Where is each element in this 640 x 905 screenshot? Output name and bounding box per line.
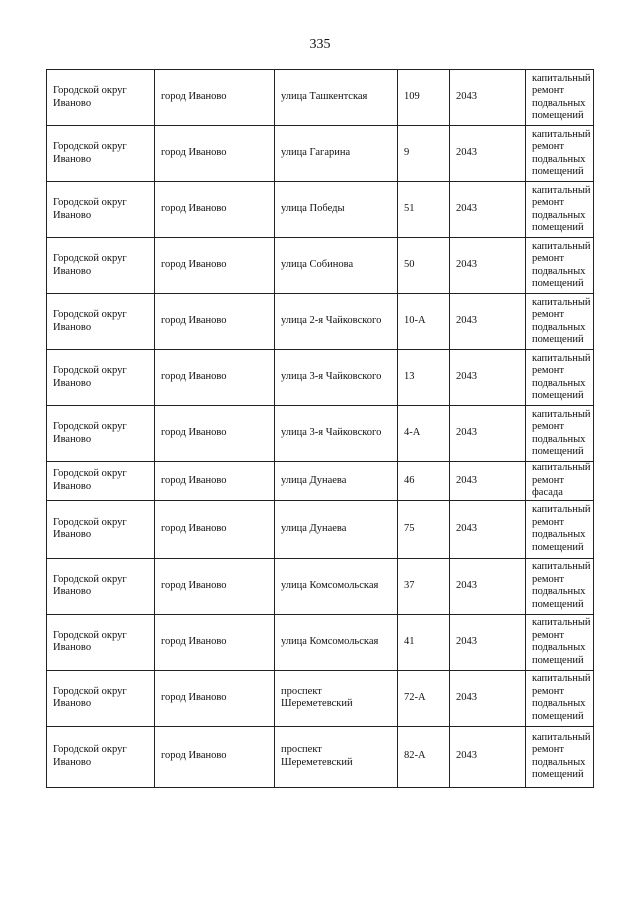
street-cell: улица 3-я Чайковского bbox=[275, 350, 398, 406]
locality-cell: город Иваново bbox=[155, 406, 275, 462]
table-row bbox=[47, 70, 594, 126]
repair-schedule-table bbox=[46, 69, 594, 788]
year-cell: 2043 bbox=[450, 294, 526, 350]
house-number-cell: 41 bbox=[398, 614, 450, 670]
table-row bbox=[47, 614, 594, 670]
street-cell: улица Дунаева bbox=[275, 500, 398, 558]
year-cell: 2043 bbox=[450, 558, 526, 614]
locality-cell: город Иваново bbox=[155, 462, 275, 501]
work-type-cell: капитальный ремонт подвальных помещений bbox=[526, 126, 594, 182]
table-row bbox=[47, 294, 594, 350]
street-cell: улица Гагарина bbox=[275, 126, 398, 182]
house-number-cell: 46 bbox=[398, 462, 450, 501]
municipality-cell: Городской округ Иваново bbox=[47, 126, 155, 182]
locality-cell: город Иваново bbox=[155, 500, 275, 558]
house-number-cell: 37 bbox=[398, 558, 450, 614]
table-row bbox=[47, 182, 594, 238]
street-cell: улица Дунаева bbox=[275, 462, 398, 501]
locality-cell: город Иваново bbox=[155, 670, 275, 726]
municipality-cell: Городской округ Иваново bbox=[47, 238, 155, 294]
house-number-cell: 4-А bbox=[398, 406, 450, 462]
municipality-cell: Городской округ Иваново bbox=[47, 462, 155, 501]
year-cell: 2043 bbox=[450, 500, 526, 558]
work-type-cell: капитальный ремонт подвальных помещений bbox=[526, 670, 594, 726]
work-type-cell: капитальный ремонт подвальных помещений bbox=[526, 294, 594, 350]
street-cell: проспект Шереметевский bbox=[275, 670, 398, 726]
table-row bbox=[47, 406, 594, 462]
table-row bbox=[47, 558, 594, 614]
work-type-cell: капитальный ремонт подвальных помещений bbox=[526, 406, 594, 462]
municipality-cell: Городской округ Иваново bbox=[47, 500, 155, 558]
year-cell: 2043 bbox=[450, 406, 526, 462]
table-row bbox=[47, 350, 594, 406]
house-number-cell: 82-А bbox=[398, 726, 450, 787]
table-row bbox=[47, 726, 594, 787]
municipality-cell: Городской округ Иваново bbox=[47, 558, 155, 614]
work-type-cell: капитальный ремонт фасада bbox=[526, 462, 594, 501]
year-cell: 2043 bbox=[450, 70, 526, 126]
municipality-cell: Городской округ Иваново bbox=[47, 614, 155, 670]
work-type-cell: капитальный ремонт подвальных помещений bbox=[526, 70, 594, 126]
locality-cell: город Иваново bbox=[155, 294, 275, 350]
street-cell: улица Победы bbox=[275, 182, 398, 238]
work-type-cell: капитальный ремонт подвальных помещений bbox=[526, 238, 594, 294]
house-number-cell: 13 bbox=[398, 350, 450, 406]
work-type-cell: капитальный ремонт подвальных помещений bbox=[526, 614, 594, 670]
street-cell: улица 2-я Чайковского bbox=[275, 294, 398, 350]
street-cell: улица Ташкентская bbox=[275, 70, 398, 126]
house-number-cell: 10-А bbox=[398, 294, 450, 350]
municipality-cell: Городской округ Иваново bbox=[47, 294, 155, 350]
municipality-cell: Городской округ Иваново bbox=[47, 350, 155, 406]
table-row bbox=[47, 238, 594, 294]
work-type-cell: капитальный ремонт подвальных помещений bbox=[526, 500, 594, 558]
locality-cell: город Иваново bbox=[155, 558, 275, 614]
year-cell: 2043 bbox=[450, 614, 526, 670]
house-number-cell: 9 bbox=[398, 126, 450, 182]
year-cell: 2043 bbox=[450, 462, 526, 501]
table-row bbox=[47, 462, 594, 501]
street-cell: улица Комсомольская bbox=[275, 614, 398, 670]
year-cell: 2043 bbox=[450, 726, 526, 787]
street-cell: проспект Шереметевский bbox=[275, 726, 398, 787]
locality-cell: город Иваново bbox=[155, 614, 275, 670]
locality-cell: город Иваново bbox=[155, 350, 275, 406]
locality-cell: город Иваново bbox=[155, 70, 275, 126]
work-type-cell: капитальный ремонт подвальных помещений bbox=[526, 558, 594, 614]
year-cell: 2043 bbox=[450, 238, 526, 294]
house-number-cell: 75 bbox=[398, 500, 450, 558]
house-number-cell: 72-А bbox=[398, 670, 450, 726]
year-cell: 2043 bbox=[450, 670, 526, 726]
table-row bbox=[47, 500, 594, 558]
work-type-cell: капитальный ремонт подвальных помещений bbox=[526, 350, 594, 406]
street-cell: улица Комсомольская bbox=[275, 558, 398, 614]
municipality-cell: Городской округ Иваново bbox=[47, 670, 155, 726]
locality-cell: город Иваново bbox=[155, 126, 275, 182]
locality-cell: город Иваново bbox=[155, 726, 275, 787]
locality-cell: город Иваново bbox=[155, 238, 275, 294]
page-number: 335 bbox=[309, 37, 331, 52]
year-cell: 2043 bbox=[450, 350, 526, 406]
street-cell: улица 3-я Чайковского bbox=[275, 406, 398, 462]
table-row bbox=[47, 126, 594, 182]
year-cell: 2043 bbox=[450, 126, 526, 182]
house-number-cell: 50 bbox=[398, 238, 450, 294]
house-number-cell: 51 bbox=[398, 182, 450, 238]
street-cell: улица Собинова bbox=[275, 238, 398, 294]
locality-cell: город Иваново bbox=[155, 182, 275, 238]
municipality-cell: Городской округ Иваново bbox=[47, 70, 155, 126]
municipality-cell: Городской округ Иваново bbox=[47, 182, 155, 238]
table-row bbox=[47, 670, 594, 726]
work-type-cell: капитальный ремонт подвальных помещений bbox=[526, 726, 594, 787]
year-cell: 2043 bbox=[450, 182, 526, 238]
house-number-cell: 109 bbox=[398, 70, 450, 126]
municipality-cell: Городской округ Иваново bbox=[47, 406, 155, 462]
work-type-cell: капитальный ремонт подвальных помещений bbox=[526, 182, 594, 238]
municipality-cell: Городской округ Иваново bbox=[47, 726, 155, 787]
